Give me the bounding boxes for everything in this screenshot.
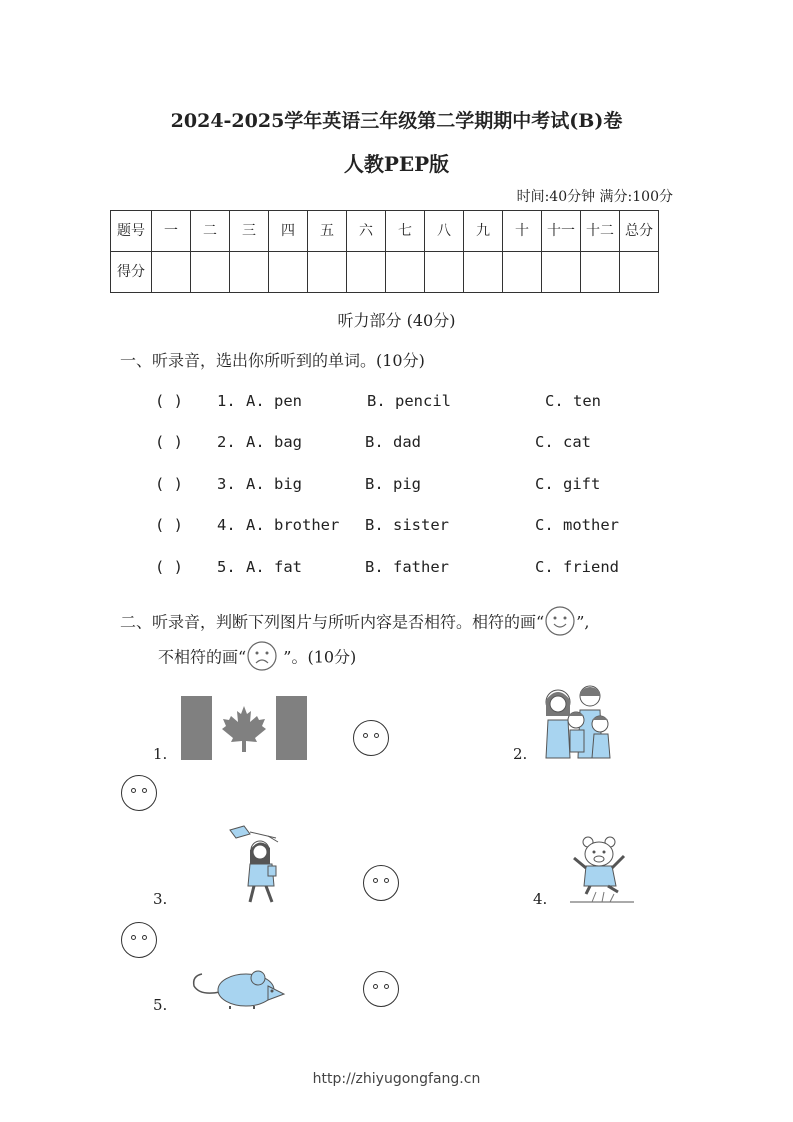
section2-heading-text: 二、听录音，判断下列图片与所听内容是否相符。相符的画“ (120, 612, 545, 632)
answer-circle[interactable] (363, 971, 399, 1007)
jumping-bear-image (570, 834, 634, 908)
col-header: 二 (191, 211, 230, 252)
q2-option-c: C. cat (535, 433, 591, 451)
score-cell[interactable] (347, 252, 386, 293)
col-header: 十二 (581, 211, 620, 252)
q4-option-c: C. mother (535, 516, 619, 534)
score-cell[interactable] (230, 252, 269, 293)
q3-bracket[interactable]: ( ) (155, 475, 183, 493)
item3-number: 3. (153, 890, 168, 908)
q4-option-a: A. brother (246, 516, 340, 534)
col-header: 十一 (542, 211, 581, 252)
sad-face-icon (246, 640, 278, 676)
col-header: 七 (386, 211, 425, 252)
col-header: 四 (269, 211, 308, 252)
smiley-face-icon (544, 605, 576, 641)
score-cell[interactable] (308, 252, 347, 293)
time-score-info: 时间:40分钟 满分:100分 (516, 189, 673, 205)
girl-with-kite-image (228, 824, 282, 910)
col-header: 一 (152, 211, 191, 252)
score-cell[interactable] (464, 252, 503, 293)
col-header: 三 (230, 211, 269, 252)
q3-option-b: B. pig (365, 475, 421, 493)
q2-number: 2. (217, 433, 236, 451)
q1-option-b: B. pencil (367, 392, 451, 410)
canada-flag-image (181, 696, 307, 764)
q1-option-c: C. ten (545, 392, 601, 410)
section2-heading (120, 605, 589, 641)
item5-number: 5. (153, 996, 168, 1014)
answer-circle[interactable] (121, 922, 157, 958)
answer-circle[interactable] (121, 775, 157, 811)
footer-url[interactable]: http://zhiyugongfang.cn (312, 1071, 481, 1087)
row-label-score: 得分 (111, 252, 152, 293)
exam-subtitle: 人教PEP版 (343, 152, 450, 176)
q3-option-c: C. gift (535, 475, 601, 493)
row-label-question-number: 题号 (111, 211, 152, 252)
section1-heading: 一、听录音，选出你所听到的单词。(10分) (120, 351, 425, 370)
q5-bracket[interactable]: ( ) (155, 558, 183, 576)
q5-option-b: B. father (365, 558, 449, 576)
score-cell[interactable] (620, 252, 659, 293)
score-cell[interactable] (503, 252, 542, 293)
section2-heading-line2-text-end: ”。(10分) (278, 647, 357, 667)
item2-number: 2. (513, 745, 528, 763)
section2-heading-line2 (158, 640, 356, 676)
q4-bracket[interactable]: ( ) (155, 516, 183, 534)
q5-number: 5. (217, 558, 236, 576)
answer-circle[interactable] (363, 865, 399, 901)
answer-circle[interactable] (353, 720, 389, 756)
score-table (110, 210, 659, 293)
q5-option-c: C. friend (535, 558, 619, 576)
q4-option-b: B. sister (365, 516, 449, 534)
col-header: 六 (347, 211, 386, 252)
col-header: 十 (503, 211, 542, 252)
exam-title: 2024-2025学年英语三年级第二学期期中考试(B)卷 (170, 110, 623, 132)
q1-option-a: A. pen (246, 392, 302, 410)
q4-number: 4. (217, 516, 236, 534)
score-table-header-row (111, 211, 659, 252)
q1-bracket[interactable]: ( ) (155, 392, 183, 410)
score-cell[interactable] (269, 252, 308, 293)
q1-number: 1. (217, 392, 236, 410)
score-table-score-row (111, 252, 659, 293)
score-cell[interactable] (191, 252, 230, 293)
score-cell[interactable] (542, 252, 581, 293)
col-header: 总分 (620, 211, 659, 252)
q2-bracket[interactable]: ( ) (155, 433, 183, 451)
family-image (538, 680, 620, 764)
mouse-image (190, 966, 288, 1014)
section2-heading-text-end: ”, (576, 612, 590, 632)
col-header: 九 (464, 211, 503, 252)
q2-option-b: B. dad (365, 433, 421, 451)
score-cell[interactable] (425, 252, 464, 293)
score-cell[interactable] (581, 252, 620, 293)
q5-option-a: A. fat (246, 558, 302, 576)
q2-option-a: A. bag (246, 433, 302, 451)
score-cell[interactable] (386, 252, 425, 293)
listening-heading: 听力部分 (40分) (337, 311, 456, 330)
col-header: 五 (308, 211, 347, 252)
section2-heading-line2-text: 不相符的画“ (158, 647, 247, 667)
col-header: 八 (425, 211, 464, 252)
q3-option-a: A. big (246, 475, 302, 493)
item4-number: 4. (533, 890, 548, 908)
item1-number: 1. (153, 745, 168, 763)
q3-number: 3. (217, 475, 236, 493)
score-cell[interactable] (152, 252, 191, 293)
